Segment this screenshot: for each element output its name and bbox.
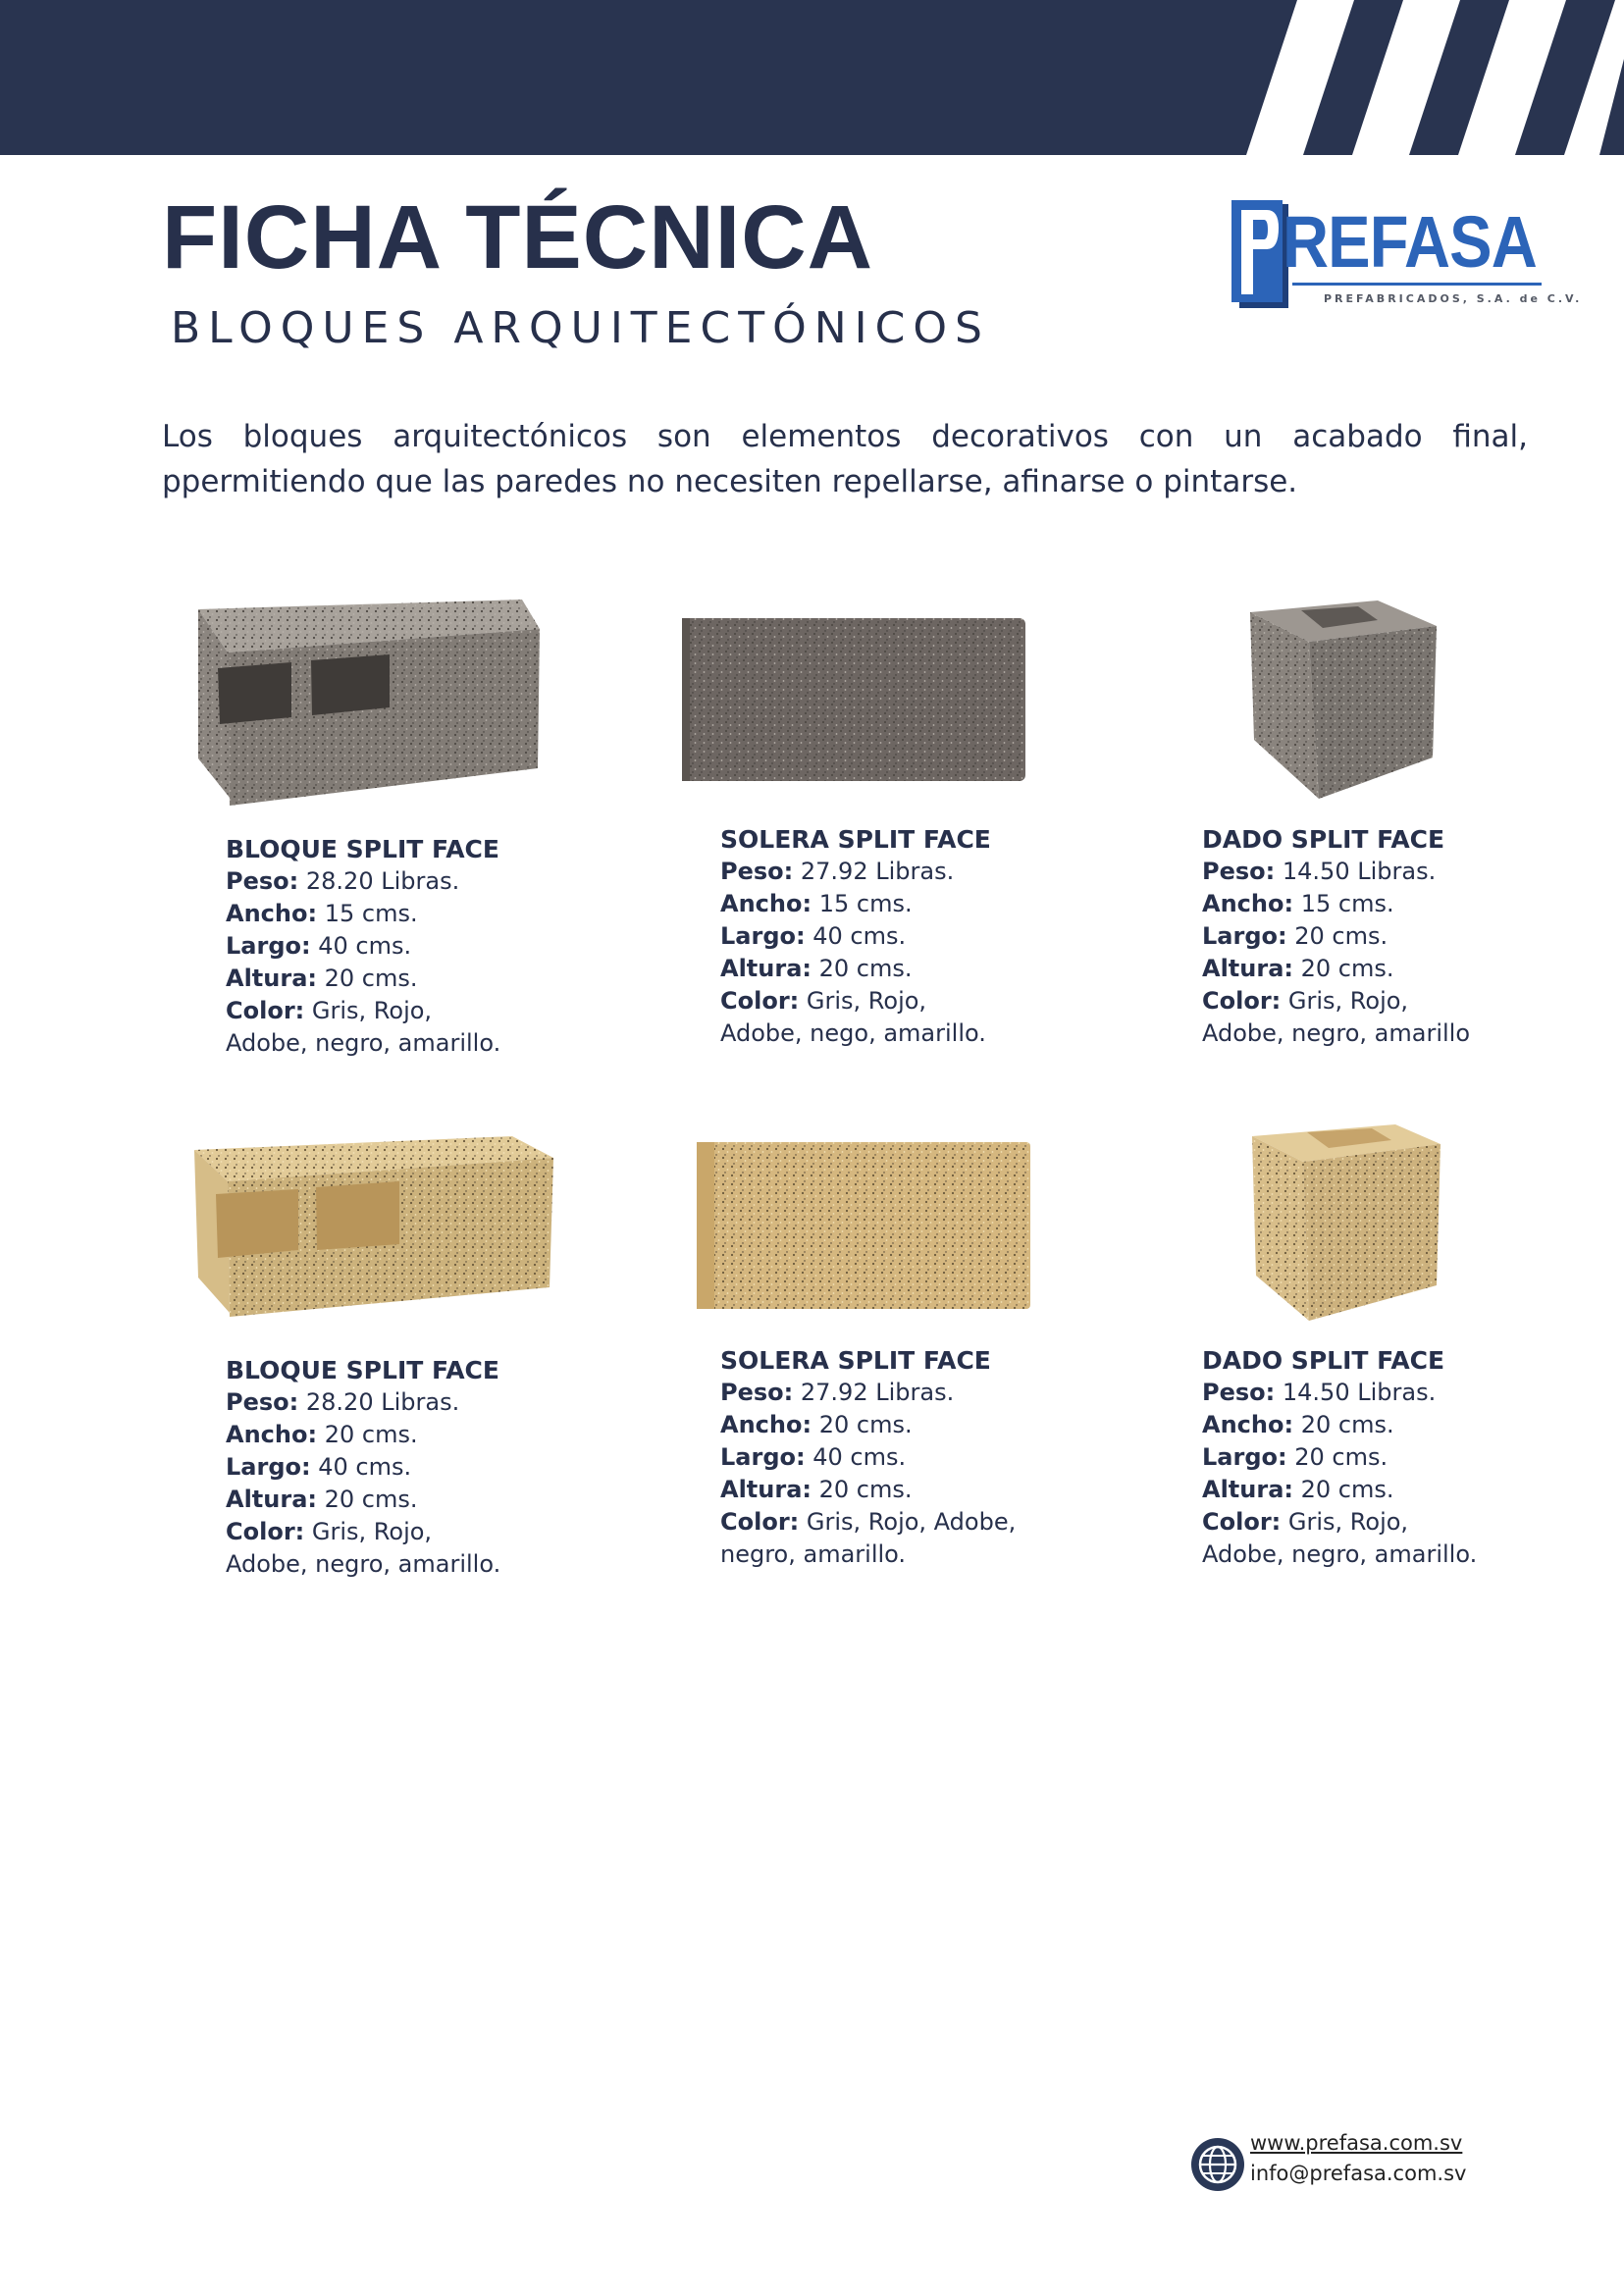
color-value-cont: Adobe, nego, amarillo. <box>720 1019 986 1047</box>
spec-row <box>1202 888 1470 920</box>
altura-value: 20 cms. <box>324 965 418 992</box>
spec-row <box>226 995 500 1027</box>
color-value-cont: Adobe, negro, amarillo. <box>1202 1540 1478 1568</box>
peso-value: 27.92 Libras. <box>800 858 955 885</box>
product-name: BLOQUE SPLIT FACE <box>226 835 499 863</box>
spec-label: Largo: <box>1202 922 1287 950</box>
color-value-cont: negro, amarillo. <box>720 1540 907 1568</box>
spec-label: Altura: <box>720 1476 812 1503</box>
page-title: FICHA TÉCNICA <box>162 187 874 287</box>
spec-label: Peso: <box>720 858 794 885</box>
spec-label: Altura: <box>226 1486 317 1513</box>
spec-row <box>720 1377 1016 1409</box>
spec-row <box>226 1516 500 1548</box>
spec-row <box>226 1484 500 1516</box>
spec-row <box>226 1419 500 1451</box>
yellow-dado-image <box>1248 1119 1444 1325</box>
spec-row <box>1202 1377 1477 1409</box>
spec-label: Largo: <box>720 922 806 950</box>
spec-label: Altura: <box>720 955 812 982</box>
spec-label: Color: <box>720 1508 800 1536</box>
product-name: DADO SPLIT FACE <box>1202 1346 1445 1375</box>
color-value: Gris, Rojo, <box>311 1518 433 1545</box>
spec-row <box>226 898 500 930</box>
logo-wordmark: REFASA <box>1283 201 1537 283</box>
spec-row <box>720 953 991 985</box>
spec-row <box>226 865 500 898</box>
spec-row <box>226 1386 500 1419</box>
spec-label: Largo: <box>720 1443 806 1471</box>
altura-value: 20 cms. <box>324 1486 418 1513</box>
color-value-cont: Adobe, negro, amarillo. <box>226 1550 501 1578</box>
color-value: Gris, Rojo, Adobe, <box>806 1508 1017 1536</box>
spec-label: Largo: <box>1202 1443 1287 1471</box>
product-name: SOLERA SPLIT FACE <box>720 825 991 854</box>
spec-label: Ancho: <box>226 1421 318 1448</box>
spec-label: Ancho: <box>226 900 318 927</box>
product-name: DADO SPLIT FACE <box>1202 825 1445 854</box>
spec-label: Color: <box>226 1518 305 1545</box>
spec-row <box>720 1474 1016 1506</box>
altura-value: 20 cms. <box>1300 955 1394 982</box>
spec-label: Altura: <box>226 965 317 992</box>
color-value: Gris, Rojo, <box>806 987 927 1015</box>
color-value: Gris, Rojo, <box>1287 1508 1409 1536</box>
color-value-cont: Adobe, negro, amarillo <box>1202 1019 1471 1047</box>
product-spec-3 <box>1202 823 1470 1050</box>
product-spec-1 <box>226 833 500 1060</box>
spec-label: Peso: <box>226 867 299 895</box>
yellow-solera-image <box>695 1138 1033 1313</box>
email-link[interactable]: info@prefasa.com.sv <box>1250 2162 1467 2185</box>
spec-row <box>1202 953 1470 985</box>
spec-label: Largo: <box>226 1453 311 1481</box>
ancho-value: 15 cms. <box>1300 890 1394 917</box>
spec-row <box>226 963 500 995</box>
spec-row <box>720 888 991 920</box>
footer-contact <box>1190 2130 1485 2199</box>
spec-label: Ancho: <box>1202 1411 1294 1438</box>
logo-underline <box>1292 283 1542 286</box>
intro-paragraph: Los bloques arquitectónicos son elementos decorativos con un acabado final, ppermitiendo que las paredes no necesiten repellarse, afinarse o pintarse. <box>162 419 1528 499</box>
spec-label: Color: <box>226 997 305 1024</box>
ancho-value: 15 cms. <box>818 890 913 917</box>
ancho-value: 15 cms. <box>324 900 418 927</box>
product-spec-6 <box>1202 1344 1477 1571</box>
logo-p-mark <box>1231 200 1290 308</box>
spec-row <box>226 1451 500 1484</box>
globe-icon <box>1190 2137 1245 2192</box>
spec-label: Peso: <box>1202 1379 1276 1406</box>
spec-label: Color: <box>1202 987 1282 1015</box>
page-subtitle: BLOQUES ARQUITECTÓNICOS <box>171 303 990 353</box>
color-value: Gris, Rojo, <box>311 997 433 1024</box>
ancho-value: 20 cms. <box>324 1421 418 1448</box>
header-band <box>0 0 1624 155</box>
product-spec-2 <box>720 823 991 1050</box>
spec-row <box>1202 856 1470 888</box>
spec-row <box>1202 920 1470 953</box>
color-value: Gris, Rojo, <box>1287 987 1409 1015</box>
largo-value: 40 cms. <box>318 932 412 960</box>
spec-row <box>720 1506 1016 1539</box>
spec-row <box>720 985 991 1018</box>
largo-value: 20 cms. <box>1294 1443 1388 1471</box>
spec-row <box>1202 1506 1477 1539</box>
product-spec-4 <box>226 1354 500 1581</box>
spec-row <box>720 1409 1016 1441</box>
spec-label: Ancho: <box>720 890 812 917</box>
product-name: BLOQUE SPLIT FACE <box>226 1356 499 1384</box>
spec-row <box>1202 985 1470 1018</box>
spec-row <box>720 1441 1016 1474</box>
largo-value: 40 cms. <box>812 1443 907 1471</box>
altura-value: 20 cms. <box>818 1476 913 1503</box>
prefasa-logo <box>1231 200 1583 310</box>
spec-label: Ancho: <box>1202 890 1294 917</box>
altura-value: 20 cms. <box>818 955 913 982</box>
gray-solera-image <box>680 614 1028 787</box>
spec-label: Altura: <box>1202 1476 1293 1503</box>
peso-value: 14.50 Libras. <box>1282 1379 1437 1406</box>
spec-label: Peso: <box>226 1388 299 1416</box>
spec-row <box>226 930 500 963</box>
ancho-value: 20 cms. <box>1300 1411 1394 1438</box>
logo-tagline: PREFABRICADOS, S.A. de C.V. <box>1324 292 1583 305</box>
largo-value: 20 cms. <box>1294 922 1388 950</box>
spec-row <box>720 920 991 953</box>
peso-value: 14.50 Libras. <box>1282 858 1437 885</box>
spec-row <box>720 856 991 888</box>
spec-label: Ancho: <box>720 1411 812 1438</box>
color-value-cont: Adobe, negro, amarillo. <box>226 1029 501 1057</box>
spec-label: Color: <box>720 987 800 1015</box>
peso-value: 27.92 Libras. <box>800 1379 955 1406</box>
spec-label: Largo: <box>226 932 311 960</box>
largo-value: 40 cms. <box>318 1453 412 1481</box>
spec-label: Color: <box>1202 1508 1282 1536</box>
website-link[interactable]: www.prefasa.com.sv <box>1250 2131 1463 2155</box>
altura-value: 20 cms. <box>1300 1476 1394 1503</box>
spec-label: Peso: <box>720 1379 794 1406</box>
spec-label: Peso: <box>1202 858 1276 885</box>
product-name: SOLERA SPLIT FACE <box>720 1346 991 1375</box>
spec-row <box>1202 1409 1477 1441</box>
peso-value: 28.20 Libras. <box>305 867 460 895</box>
gray-dado-image <box>1240 593 1441 804</box>
gray-bloque-image <box>188 592 547 812</box>
spec-row <box>1202 1441 1477 1474</box>
spec-row <box>1202 1474 1477 1506</box>
peso-value: 28.20 Libras. <box>305 1388 460 1416</box>
spec-label: Altura: <box>1202 955 1293 982</box>
ancho-value: 20 cms. <box>818 1411 913 1438</box>
product-spec-5 <box>720 1344 1016 1571</box>
largo-value: 40 cms. <box>812 922 907 950</box>
